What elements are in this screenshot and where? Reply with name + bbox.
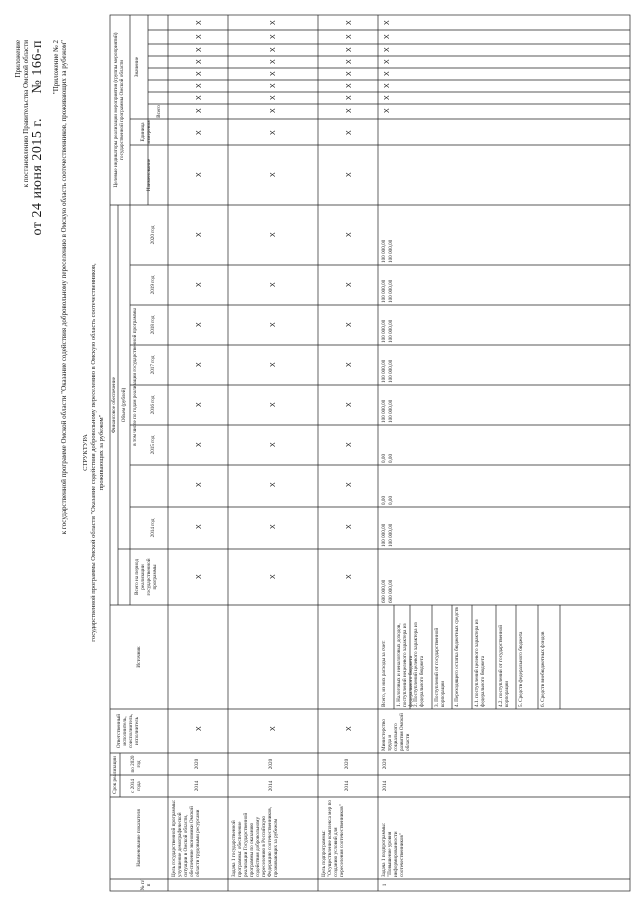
x-mark: X [196,282,203,287]
x-mark: X [196,20,203,25]
x-mark: X [384,47,391,52]
y2018-all: 100 000,00 [381,319,387,343]
x-mark: X [346,71,353,76]
col-term-header: Срок реализации [112,756,118,794]
y2017-all: 100 000,00 [381,359,387,383]
x-mark: X [384,20,391,25]
row-4-exec: Министерство труда и социального развития Омской области [381,713,411,751]
y2014b-all: 0,00 [381,495,387,505]
x-mark: X [196,108,203,113]
x-mark: X [270,34,277,39]
col-num-header: № п/п [140,879,152,891]
col-indicator-group-header: Целевые индикаторы реализации мероприятия (группы мероприятий) государственной программы Омской области [113,32,125,188]
row-1-from: 2014 [194,780,200,792]
y2015-all: 0,00 [381,453,387,463]
year-2017-header: 2017 год [150,355,156,375]
x-mark: X [346,442,353,447]
x-mark: X [346,574,353,579]
x-mark: X [384,83,391,88]
col-volume-header: Объем (рублей) [121,387,127,423]
y2016-tax: 100 000,00 [388,399,394,423]
row-1-to: 2020 [194,758,200,770]
x-mark: X [270,71,277,76]
x-mark: X [196,232,203,237]
x-mark: X [346,726,353,731]
x-mark: X [270,574,277,579]
col-ind-name-header: Наименование [146,158,152,192]
x-mark: X [196,482,203,487]
title-line-1: СТРУКТУРА [82,434,89,471]
appendix-label: Приложение [14,40,22,78]
y2020-tax: 100 000,00 [388,239,394,263]
source-5: 4.1. поступлений целевого характера из федерального бюджета [474,619,486,707]
x-mark: X [346,59,353,64]
x-mark: X [270,130,277,135]
col-ind-unit-header: Единица измерения [140,120,152,144]
x-mark: X [196,130,203,135]
x-mark: X [346,402,353,407]
x-mark: X [270,482,277,487]
col-name-header: Наименование показателя [136,809,142,867]
col-to-header: по 2020 год [130,755,142,773]
x-mark: X [346,108,353,113]
x-mark: X [196,322,203,327]
source-2: 2. Поступлений целевого характера из федерального бюджета [413,622,425,707]
source-7: 5. Средств федерального бюджета [518,631,524,707]
source-1: 1. Налоговых и неналоговых доходов, поступлений нецелевого характера из федерального бюджета [396,623,414,707]
x-mark: X [196,172,203,177]
y2014b-tax: 0,00 [388,495,394,505]
x-mark: X [346,524,353,529]
source-3: 3. Поступлений от государственной корпорации [434,627,446,707]
y2019-tax: 100 000,00 [388,279,394,303]
title-line-3: проживающих за рубежом" [98,414,105,491]
source-4: 4. Переходящего остатка бюджетных средств [454,607,460,707]
row-2-name: Задача 1 государственной программы: обеспечение реализации Государственной программы по оказанию содействия добровольному переселению в Российскую Федерацию соотечественников, проживающих за рубежом [231,806,279,877]
x-mark: X [196,524,203,529]
y2020-all: 100 000,00 [381,239,387,263]
x-mark: X [196,574,203,579]
number-line: № 166-п [30,40,45,94]
x-mark: X [346,20,353,25]
col-by-year-header: в том числе по годам реализации государственной программы [132,308,138,446]
x-mark: X [346,362,353,367]
appendix-2: "Приложение № 2 [52,40,60,95]
x-mark: X [346,83,353,88]
col-from-header: с 2014 года [130,779,142,793]
row-3-name: Цель подпрограммы: "Осуществление комплекса мер по созданию условий для переселения соотечественников" [321,799,345,877]
row-2-to: 2020 [268,758,274,770]
row-4-to: 2020 [382,758,388,770]
y2019-all: 100 000,00 [381,279,387,303]
x-mark: X [270,83,277,88]
y2016-all: 100 000,00 [381,399,387,423]
x-mark: X [270,282,277,287]
col-finance-header: Финансовое обеспечение [111,377,117,433]
x-mark: X [196,402,203,407]
x-mark: X [270,362,277,367]
x-mark: X [270,108,277,113]
y2018-tax: 100 000,00 [388,319,394,343]
row-2-from: 2014 [268,780,274,792]
col-exec-header: Ответственный исполнитель, соисполнитель, исполнитель [116,713,140,749]
source-0: Всего, из них расходы за счет: [381,640,387,707]
x-mark: X [270,322,277,327]
x-mark: X [346,322,353,327]
year-2018-header: 2018 год [150,315,156,335]
x-mark: X [384,34,391,39]
source-8: 6. Средств внебюджетных фондов [540,631,546,707]
col-total-header: Всего на период реализации государственной программы [134,558,158,596]
col-source-header: Источник [136,646,142,668]
x-mark: X [270,726,277,731]
x-mark: X [196,34,203,39]
x-mark: X [196,95,203,100]
x-mark: X [384,95,391,100]
x-mark: X [196,362,203,367]
row-3-to: 2020 [344,758,350,770]
year-2019-header: 2019 год [150,275,156,295]
row-4-num: 1 [382,883,388,887]
x-mark: X [196,442,203,447]
total-all: 600 000,00 [381,579,387,603]
row-4-from: 2014 [382,780,388,792]
y2015-tax: 0,00 [388,453,394,463]
x-mark: X [346,482,353,487]
x-mark: X [196,83,203,88]
year-2014-header: 2014 год [150,518,156,538]
x-mark: X [346,130,353,135]
x-mark: X [270,442,277,447]
x-mark: X [346,47,353,52]
x-mark: X [270,232,277,237]
x-mark: X [384,59,391,64]
col-ind-values-header: Значение [134,56,140,78]
x-mark: X [346,232,353,237]
x-mark: X [384,71,391,76]
year-2016-header: 2016 год [150,395,156,415]
x-mark: X [196,47,203,52]
x-mark: X [346,172,353,177]
row-3-from: 2014 [344,780,350,792]
x-mark: X [196,726,203,731]
x-mark: X [196,59,203,64]
row-4-name: Задача 1 подпрограммы: "Повышение уровня информированности соотечественников" [381,822,405,877]
x-mark: X [346,282,353,287]
total-tax: 600 000,00 [388,579,394,603]
source-6: 4.2. поступлений от государственной корпорации [498,624,510,707]
row-1-name: Цель государственной программы: улучшение демографической ситуации в Омской области, обеспечение экономики Омской области трудовыми ресурсами [171,799,201,877]
year-2015-header: 2015 год [150,435,156,455]
y2014-tax: 100 000,00 [388,523,394,547]
x-mark: X [270,20,277,25]
x-mark: X [270,402,277,407]
y2017-tax: 100 000,00 [388,359,394,383]
x-mark: X [270,524,277,529]
x-mark: X [196,71,203,76]
x-mark: X [270,172,277,177]
x-mark: X [270,95,277,100]
col-ind-total-header: Всего [156,105,162,118]
title-line-2: государственной программы Омской области "Оказание содействия добровольному переселению в Омскую область соотечественников, [90,263,97,642]
x-mark: X [346,95,353,100]
x-mark: X [270,59,277,64]
x-mark: X [384,108,391,113]
x-mark: X [346,34,353,39]
year-2020-header: 2020 год [150,225,156,245]
x-mark: X [270,47,277,52]
appendix-to: к постановлению Правительства Омской области [22,40,30,188]
date-line: от 24 июня 2015 г. [30,118,45,236]
y2014-all: 100 000,00 [381,523,387,547]
program-reference: к государственной программе Омской области "Оказание содействия добровольному переселению в Омскую область соотечественников, проживающих за рубежом" [60,40,68,535]
